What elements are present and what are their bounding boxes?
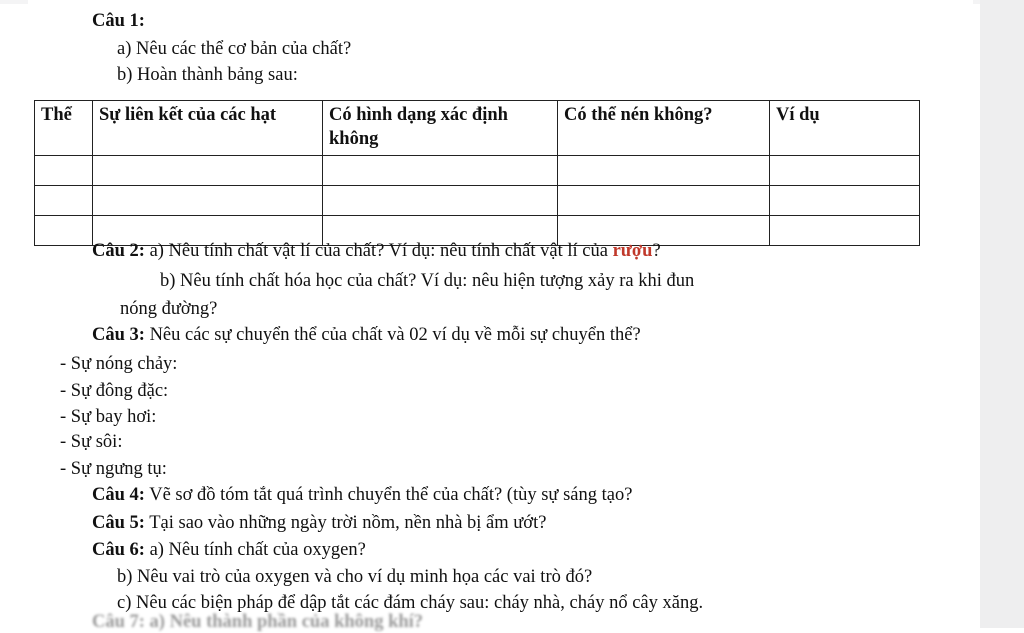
table-cell[interactable]: [35, 216, 93, 246]
table-row: [35, 156, 920, 186]
q3-item: - Sự đông đặc:: [60, 381, 169, 401]
table-cell[interactable]: [35, 156, 93, 186]
q3-question: Câu 3: Nêu các sự chuyển thể của chất và 02 ví dụ về mỗi sự chuyển thể?: [92, 325, 641, 345]
q3-item: - Sự bay hơi:: [60, 407, 157, 427]
q1-part-b: b) Hoàn thành bảng sau:: [117, 65, 298, 85]
table-cell[interactable]: [93, 156, 323, 186]
table-cell[interactable]: [35, 186, 93, 216]
q1-part-a: a) Nêu các thể cơ bản của chất?: [117, 39, 352, 59]
q3-item: - Sự nóng chảy:: [60, 354, 178, 374]
document-right-margin: [980, 0, 1024, 628]
table-cell[interactable]: [323, 156, 558, 186]
table-header-cell: Có thể nén không?: [558, 101, 770, 156]
q4-question: Câu 4: Vẽ sơ đồ tóm tắt quá trình chuyển thể của chất? (tùy sự sáng tạo?: [92, 485, 633, 505]
q2-part-b-line2: nóng đường?: [120, 299, 218, 319]
table-header-row: [35, 101, 920, 156]
table-cell[interactable]: [93, 186, 323, 216]
q7-partial: Câu 7: a) Nêu thành phần của không khí?: [92, 612, 424, 632]
table-header-cell: Có hình dạng xác định không: [323, 101, 558, 156]
q6-question: Câu 6: a) Nêu tính chất của oxygen?: [92, 540, 366, 560]
table-header-cell: Sự liên kết của các hạt: [93, 101, 323, 156]
q3-item: - Sự ngưng tụ:: [60, 459, 167, 479]
table-cell[interactable]: [770, 156, 920, 186]
q1-title: Câu 1:: [92, 11, 145, 31]
table-header-cell: Ví dụ: [770, 101, 920, 156]
table-cell[interactable]: [558, 186, 770, 216]
q2-part-b-line1: b) Nêu tính chất hóa học của chất? Ví dụ: nêu hiện tượng xảy ra khi đun: [160, 271, 695, 291]
table-cell[interactable]: [323, 186, 558, 216]
q5-question: Câu 5: Tại sao vào những ngày trời nồm, nền nhà bị ẩm ướt?: [92, 513, 547, 533]
q6-part-b: b) Nêu vai trò của oxygen và cho ví dụ minh họa các vai trò đó?: [117, 567, 593, 587]
table-cell[interactable]: [558, 156, 770, 186]
table-cell[interactable]: [770, 216, 920, 246]
q2-part-a: Câu 2: a) Nêu tính chất vật lí của chất? Ví dụ: nêu tính chất vật lí của rượu?: [92, 241, 661, 261]
table-header-cell: Thể: [35, 101, 93, 156]
states-table: [34, 100, 920, 246]
q6-part-c: c) Nêu các biện pháp để dập tắt các đám cháy sau: cháy nhà, cháy nổ cây xăng.: [117, 593, 704, 613]
q3-item: - Sự sôi:: [60, 432, 123, 452]
table-row: [35, 186, 920, 216]
highlighted-word: rượu: [612, 241, 653, 261]
table-cell[interactable]: [770, 186, 920, 216]
